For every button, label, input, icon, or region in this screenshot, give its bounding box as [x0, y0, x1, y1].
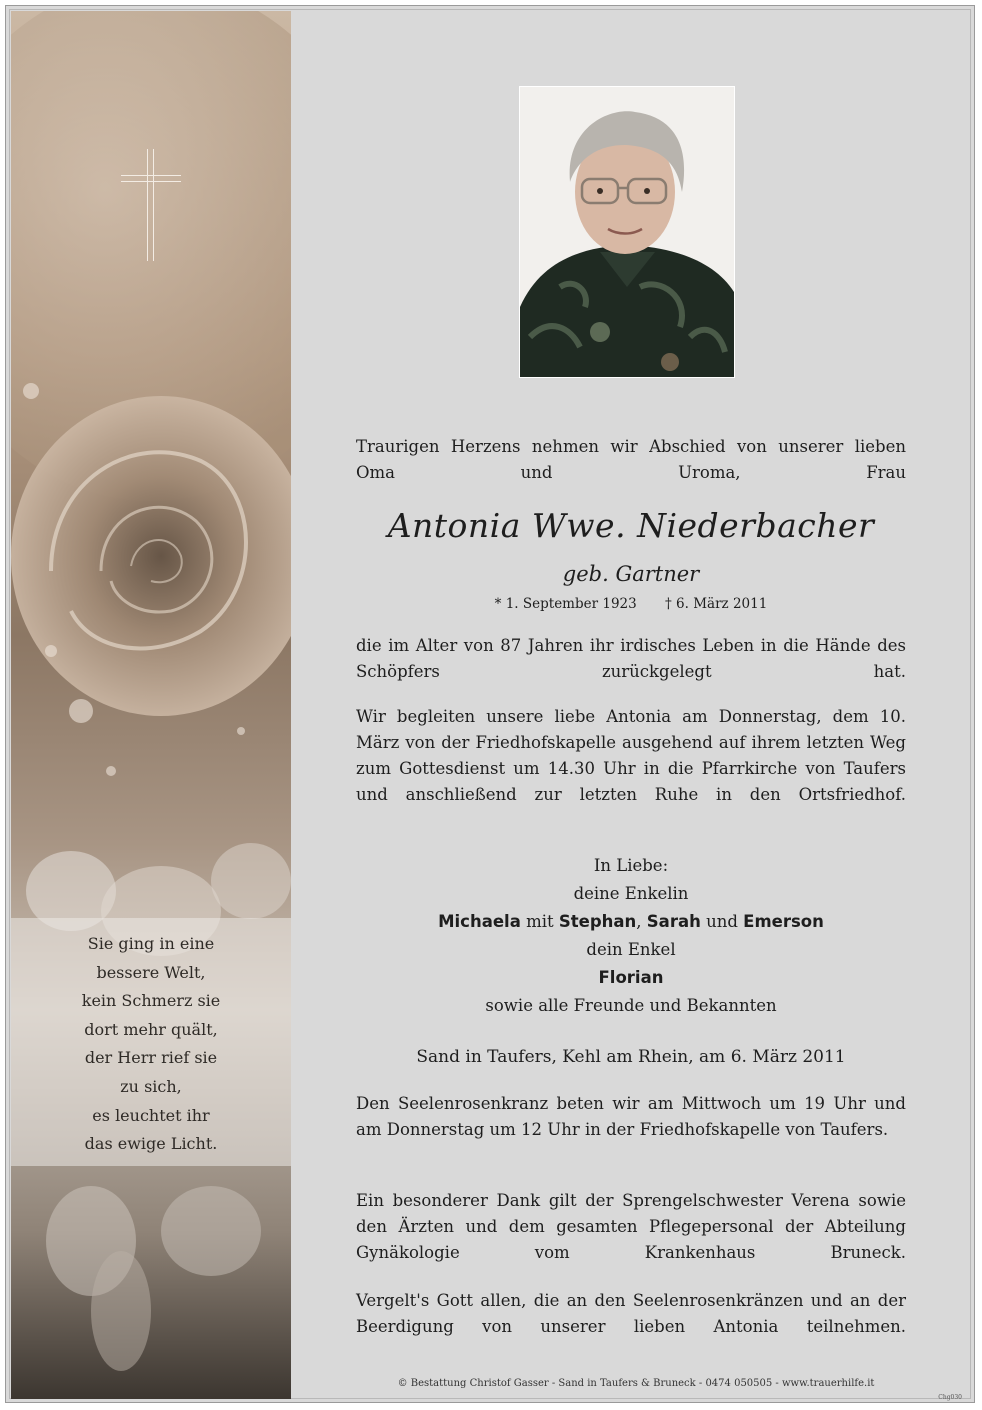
portrait-photo [519, 86, 735, 378]
grandchildren-names [356, 908, 906, 936]
funeral-text [356, 704, 906, 834]
age-paragraph: die im Alter von 87 Jahren ihr irdisches Leben in die Hände des Schöpfers zurückgelegt hat. [356, 636, 906, 681]
granddaughter-label: deine Enkelin [573, 884, 689, 903]
maiden-name: geb. Gartner [562, 562, 700, 586]
obituary-page [5, 5, 975, 1403]
family-name: Emerson [743, 912, 824, 931]
thanks-text [356, 1188, 906, 1292]
family-name: Stephan [558, 912, 637, 931]
deceased-name: Antonia Wwe. Niederbacher [387, 506, 875, 545]
family-name: Sarah [646, 912, 701, 931]
verse-line: dort mehr quält, [84, 1019, 218, 1039]
intro-paragraph: Traurigen Herzens nehmen wir Abschied von unserer lieben Oma und Uroma, Frau [356, 437, 906, 482]
connector-word: und [706, 912, 738, 931]
connector-comma: , [636, 912, 642, 931]
verse-line: der Herr rief sie [84, 1048, 218, 1068]
death-date: † 6. März 2011 [665, 596, 768, 612]
rosary-paragraph: Den Seelenrosenkranz beten wir am Mittwoch um 19 Uhr und am Donnerstag um 12 Uhr in der Friedhofskapelle von Taufers. [356, 1094, 906, 1139]
connector-word: mit [526, 912, 554, 931]
life-dates [356, 596, 906, 612]
cross-icon [121, 149, 181, 261]
grandson-label: dein Enkel [586, 940, 676, 959]
verse-line: kein Schmerz sie [81, 991, 221, 1011]
grandson-name-line [356, 964, 906, 992]
verse-line: zu sich, [120, 1076, 182, 1096]
verse-line: es leuchtet ihr [92, 1105, 210, 1125]
verse-box [11, 918, 291, 1166]
verse-line: bessere Welt, [96, 962, 206, 982]
template-code: Chg030 [938, 1394, 962, 1401]
family-name: Michaela [438, 912, 521, 931]
birth-date: * 1. September 1923 [494, 596, 637, 612]
family-block [356, 852, 906, 1020]
age-text [356, 633, 906, 711]
thanks-paragraph: Ein besonderer Dank gilt der Sprengelschwester Verena sowie den Ärzten und dem gesamten Pflegepersonal der Abteilung Gynäkologie vom Krankenhaus Bruneck. [356, 1191, 906, 1262]
intro-text [356, 434, 906, 512]
closing-text [356, 1288, 906, 1366]
closing-paragraph: Vergelt's Gott allen, die an den Seelenrosenkränzen und an der Beerdigung von unserer lieben Antonia teilnehmen. [356, 1291, 906, 1336]
in-love-label: In Liebe: [593, 856, 669, 875]
friends-line: sowie alle Freunde und Bekannten [485, 996, 777, 1015]
verse-line: Sie ging in eine [87, 934, 215, 953]
footer-credit: © Bestattung Christof Gasser - Sand in Taufers & Bruneck - 0474 050505 - www.trauerhilfe.it [397, 1378, 875, 1389]
verse-line: das ewige Licht. [84, 1134, 218, 1154]
place-date: Sand in Taufers, Kehl am Rhein, am 6. März 2011 [416, 1047, 846, 1067]
rosary-text [356, 1091, 906, 1143]
funeral-paragraph: Wir begleiten unsere liebe Antonia am Donnerstag, dem 10. März von der Friedhofskapelle ausgehend auf ihrem letzten Weg zum Gottesdienst um 14.30 Uhr in die Pfarrkirche von Taufers und anschließend zur letzten Ruhe in den Ortsfriedhof. [356, 707, 906, 804]
family-name: Florian [598, 968, 664, 987]
rose-side-panel [11, 11, 291, 1399]
place-date-block [356, 1043, 906, 1071]
